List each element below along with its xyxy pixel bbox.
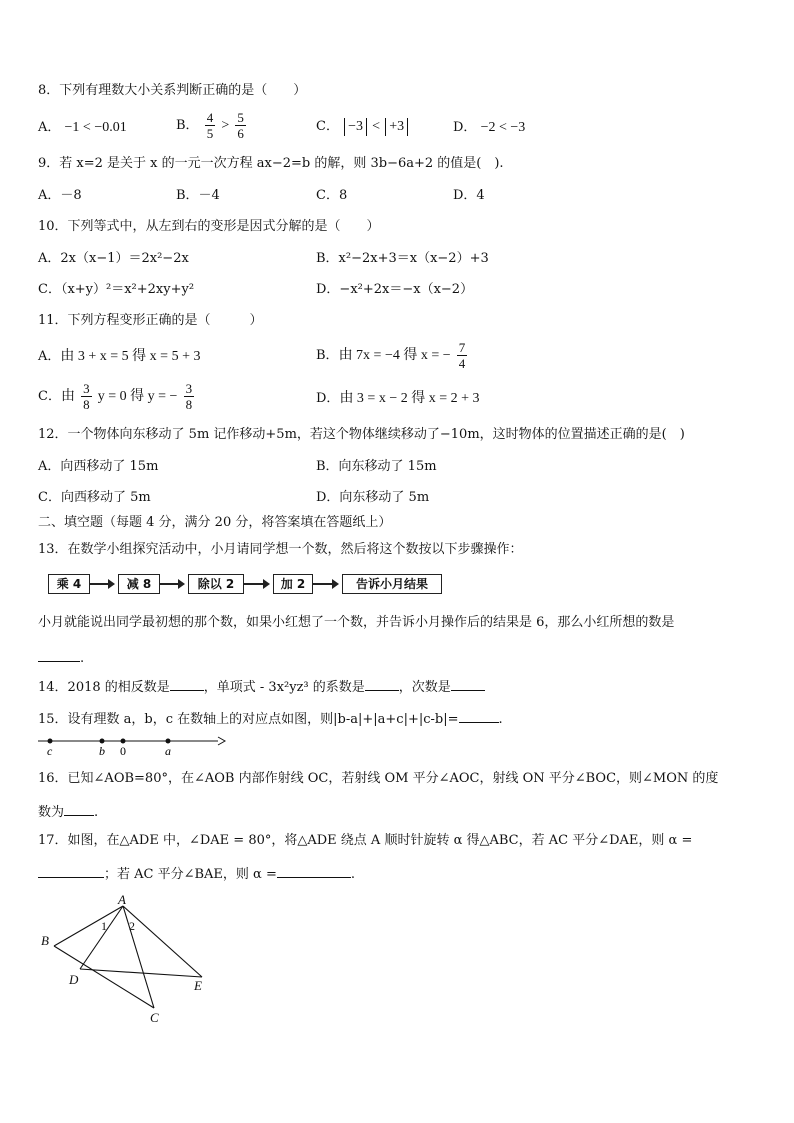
q13-arrow-1 [90, 583, 113, 585]
q12-option-a: A．向西移动了 15m [38, 459, 159, 474]
q12-stem: 12．一个物体向东移动了 5m 记作移动+5m，若这个物体继续移动了−10m，这时物体的位置描述正确的是( ) [38, 427, 685, 442]
q8-option-a [38, 120, 127, 136]
section-heading: 二、填空题（每题 4 分，满分 20 分，将答案填在答题纸上） [38, 515, 392, 530]
segment-AB [54, 906, 123, 946]
q8-c-label: C． [316, 119, 339, 134]
q13-step-2: 减 8 [118, 574, 160, 594]
q8-c-abs2: +3 [385, 118, 408, 136]
q15-stem: 15．设有理数 a，b，c 在数轴上的对应点如图，则|b-a|+|a+c|+|c-b|= . [38, 709, 503, 728]
segment-AD [80, 906, 123, 969]
q14-blank-2[interactable] [365, 677, 399, 691]
angle-1-label: 1 [101, 919, 107, 933]
q13-arrow-4 [313, 583, 337, 585]
point-c-label: c [47, 744, 53, 757]
q14-part2: ，单项式 - 3x²yz³ 的系数是 [203, 680, 365, 695]
point-a-dot [166, 739, 171, 744]
point-b-dot [100, 739, 105, 744]
label-A: A [118, 893, 126, 907]
q13-answer-line: . [38, 648, 84, 667]
q8-c-op: < [372, 119, 381, 134]
q12-option-d: D．向东移动了 5m [316, 490, 430, 505]
q11-option-b: B．由 7x = −4 得 x = − $\frac{7}{4}$ [316, 340, 466, 371]
point-b-label: b [99, 744, 105, 757]
q9-option-c: C．8 [316, 188, 348, 203]
q12-option-b: B．向东移动了 15m [316, 459, 437, 474]
point-0-dot [121, 739, 126, 744]
q17-figure [38, 893, 218, 1028]
segment-AE [123, 906, 202, 977]
point-a-label: a [165, 744, 171, 757]
q16-line2: 数为 . [38, 802, 98, 821]
q11-c-expr: y = 0 得 y = − [97, 389, 178, 404]
label-E: E [194, 978, 202, 993]
q8-option-c [316, 118, 409, 136]
q11-stem: 11．下列方程变形正确的是（ ） [38, 313, 263, 328]
q12-option-c: C．向西移动了 5m [38, 490, 151, 505]
label-B: B [41, 933, 49, 948]
segment-AC [123, 906, 154, 1008]
q8-d-label: D． [453, 120, 477, 135]
number-line-arrow [218, 737, 225, 745]
q16-line1: 16．已知∠AOB=80°，在∠AOB 内部作射线 OC，若射线 OM 平分∠AOC，射线 ON 平分∠BOC，则∠MON 的度 [38, 771, 719, 786]
q15-answer-blank[interactable] [459, 709, 499, 723]
q11-option-c: C．由 $\frac{3}{8}$ y = 0 得 y = − $\frac{3}{8}$ [38, 381, 193, 412]
q17-blank-2[interactable] [277, 864, 351, 878]
q8-c-abs1: −3 [344, 118, 367, 136]
point-0-label: 0 [120, 744, 126, 757]
q9-option-a: A．－8 [38, 188, 82, 203]
angle-2-label: 2 [129, 919, 135, 933]
q14-line [38, 677, 485, 696]
q11-b-frac: $\frac{7}{4}$ [458, 340, 466, 371]
q14-part3: ，次数是 [398, 680, 451, 695]
q15-number-line [38, 733, 228, 757]
q11-option-d: D．由 3 = x − 2 得 x = 2 + 3 [316, 391, 480, 406]
q8-b-frac1: $\frac{4}{5}$ [206, 110, 214, 141]
q14-blank-1[interactable] [170, 677, 204, 691]
q13-step-4: 加 2 [273, 574, 313, 594]
q8-option-d [453, 120, 525, 136]
q8-a-label: A． [38, 120, 61, 135]
q11-c-frac2: $\frac{3}{8}$ [185, 381, 193, 412]
q13-answer-blank[interactable] [38, 648, 80, 662]
q16-answer-blank[interactable] [64, 802, 94, 816]
q8-b-label: B． [176, 118, 199, 133]
q10-option-c: C．（x+y）²＝x²+2xy+y² [38, 282, 195, 297]
q8-b-op: > [221, 118, 230, 133]
q8-b-frac2: $\frac{5}{6}$ [237, 110, 244, 141]
q17-line1: 17．如图，在△ADE 中，∠DAE = 80°，将△ADE 绕点 A 顺时针旋转 α 得△ABC，若 AC 平分∠DAE，则 α = [38, 833, 693, 848]
q17-line2: ；若 AC 平分∠BAE，则 α = . [38, 864, 355, 883]
label-C: C [150, 1010, 159, 1025]
q8-option-b [176, 110, 248, 141]
q13-step-3: 除以 2 [188, 574, 244, 594]
q8-a-expr: −1 < −0.01 [64, 120, 127, 135]
q17-blank-1[interactable] [38, 864, 104, 878]
q11-option-a: A．由 3 + x = 5 得 x = 5 + 3 [38, 349, 201, 364]
q10-stem: 10．下列等式中，从左到右的变形是因式分解的是（ ） [38, 219, 380, 234]
q14-blank-3[interactable] [451, 677, 485, 691]
q11-c-frac1: $\frac{3}{8}$ [83, 381, 90, 412]
q8-d-expr: −2 < −3 [480, 120, 526, 135]
q11-b-expr: 由 7x = −4 得 x = − [338, 348, 451, 363]
q13-arrow-3 [244, 583, 268, 585]
q13-step-5: 告诉小月结果 [342, 574, 442, 594]
q10-option-b: B．x²−2x+3＝x（x−2）+3 [316, 251, 489, 266]
q13-text: 小月就能说出同学最初想的那个数，如果小红想了一个数，并告诉小月操作后的结果是 6，那么小红所想的数是 [38, 615, 675, 630]
q9-option-d: D．4 [453, 188, 485, 203]
q13-stem: 13．在数学小组探究活动中，小月请同学想一个数，然后将这个数按以下步骤操作： [38, 542, 523, 557]
q14-part1: 14．2018 的相反数是 [38, 680, 170, 695]
q11-d-expr: 由 3 = x − 2 得 x = 2 + 3 [339, 391, 480, 406]
q10-option-d: D．−x²+2x＝−x（x−2） [316, 282, 474, 297]
q9-stem: 9．若 x=2 是关于 x 的一元一次方程 ax−2=b 的解，则 3b−6a+2 的值是( ). [38, 156, 504, 171]
q13-step-1: 乘 4 [48, 574, 90, 594]
q9-option-b: B．－4 [176, 188, 220, 203]
q10-option-a: A．2x（x−1）＝2x²−2x [38, 251, 189, 266]
q11-a-expr: 由 3 + x = 5 得 x = 5 + 3 [60, 349, 201, 364]
q13-arrow-2 [160, 583, 183, 585]
label-D: D [69, 972, 79, 987]
point-c-dot [48, 739, 53, 744]
q8-stem: 8．下列有理数大小关系判断正确的是（ ） [38, 83, 307, 98]
